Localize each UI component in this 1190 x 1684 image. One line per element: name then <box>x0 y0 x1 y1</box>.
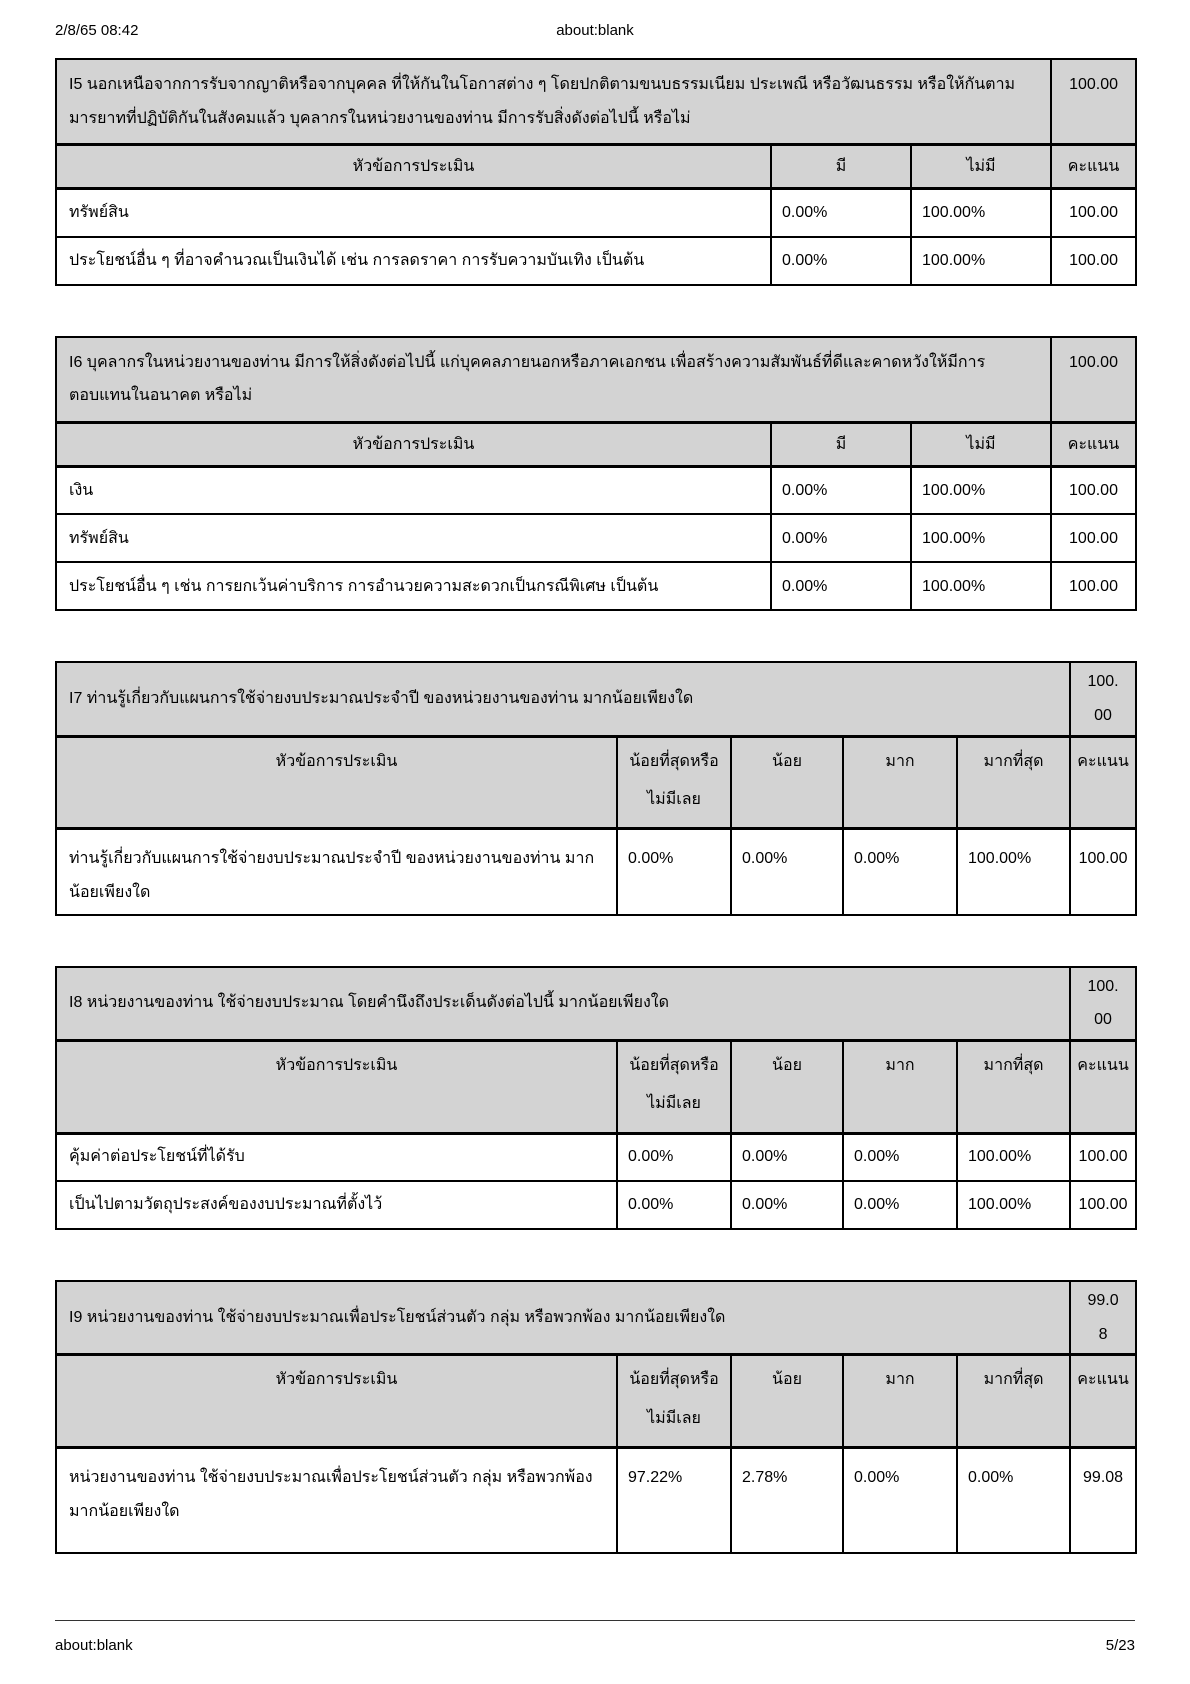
table-row <box>56 514 1136 562</box>
row-value: 0.00% <box>731 829 843 915</box>
row-value: 0.00% <box>617 1133 731 1181</box>
column-header-row <box>56 145 1136 189</box>
row-value: 0.00% <box>617 1181 731 1229</box>
question-score: 100.00 <box>1070 967 1136 1041</box>
column-header-row <box>56 1040 1136 1133</box>
row-value: 100.00% <box>911 189 1051 237</box>
row-topic: คุ้มค่าต่อประโยชน์ที่ได้รับ <box>56 1133 617 1181</box>
table-row <box>56 1181 1136 1229</box>
row-score: 100.00 <box>1070 829 1136 915</box>
question-score: 100.00 <box>1051 59 1136 145</box>
column-header-row <box>56 736 1136 829</box>
row-topic: หน่วยงานของท่าน ใช้จ่ายงบประมาณเพื่อประโยชน์ส่วนตัว กลุ่ม หรือพวกพ้อง มากน้อยเพียงใด <box>56 1447 617 1553</box>
column-header-topic: หัวข้อการประเมิน <box>56 1355 617 1448</box>
table-row <box>56 1133 1136 1181</box>
assessment-table-i6 <box>55 336 1137 612</box>
row-value: 0.00% <box>731 1181 843 1229</box>
row-value: 100.00% <box>911 562 1051 610</box>
table-row <box>56 1447 1136 1553</box>
footer-page-number: 5/23 <box>1105 1637 1135 1654</box>
table-row <box>56 189 1136 237</box>
header-title: about:blank <box>556 22 634 39</box>
column-header-option-line2: ไม่มีเลย <box>647 790 701 808</box>
row-value: 0.00% <box>617 829 731 915</box>
page-footer <box>55 1620 1135 1654</box>
column-header-option: มาก <box>843 736 957 829</box>
question-row <box>56 1281 1136 1355</box>
assessment-table-i7 <box>55 661 1137 915</box>
column-header-topic: หัวข้อการประเมิน <box>56 145 771 189</box>
column-header-option <box>617 736 731 829</box>
row-score: 100.00 <box>1051 562 1136 610</box>
column-header-option: มาก <box>843 1355 957 1448</box>
column-header-option-line2: ไม่มีเลย <box>647 1095 701 1113</box>
table-row <box>56 466 1136 514</box>
row-value: 2.78% <box>731 1447 843 1553</box>
row-value: 0.00% <box>731 1133 843 1181</box>
row-value: 100.00% <box>957 829 1070 915</box>
row-topic: ทรัพย์สิน <box>56 189 771 237</box>
column-header-score: คะแนน <box>1070 1040 1136 1133</box>
column-header-option-line2: ไม่มีเลย <box>647 1409 701 1427</box>
row-value: 0.00% <box>843 1181 957 1229</box>
question-row <box>56 59 1136 145</box>
row-topic: เงิน <box>56 466 771 514</box>
question-row <box>56 662 1136 736</box>
column-header-score: คะแนน <box>1051 422 1136 466</box>
row-score: 100.00 <box>1051 189 1136 237</box>
question-text: I6 บุคลากรในหน่วยงานของท่าน มีการให้สิ่งดังต่อไปนี้ แก่บุคคลภายนอกหรือภาคเอกชน เพื่อสร้างความสัมพันธ์ที่ดีและคาดหวังให้มีการตอบแทนในอนาคต หรือไม่ <box>56 337 1051 423</box>
row-value: 0.00% <box>771 237 911 285</box>
column-header-topic: หัวข้อการประเมิน <box>56 1040 617 1133</box>
question-row <box>56 337 1136 423</box>
page-header <box>55 22 1135 44</box>
row-score: 100.00 <box>1051 237 1136 285</box>
column-header-option: มาก <box>843 1040 957 1133</box>
column-header-option: มี <box>771 422 911 466</box>
row-topic: เป็นไปตามวัตถุประสงค์ของงบประมาณที่ตั้งไว้ <box>56 1181 617 1229</box>
column-header-option: ไม่มี <box>911 145 1051 189</box>
column-header-option: น้อย <box>731 1040 843 1133</box>
row-value: 0.00% <box>771 466 911 514</box>
row-value: 100.00% <box>911 466 1051 514</box>
column-header-option: มากที่สุด <box>957 1040 1070 1133</box>
column-header-option-line1: น้อยที่สุดหรือ <box>629 1056 719 1074</box>
table-row <box>56 237 1136 285</box>
assessment-table-i8 <box>55 966 1137 1230</box>
question-text: I5 นอกเหนือจากการรับจากญาติหรือจากบุคคล ที่ให้กันในโอกาสต่าง ๆ โดยปกติตามขนบธรรมเนียม ประเพณี หรือวัฒนธรรม หรือให้กันตามมารยาทที่ปฏิบัติกันในสังคมแล้ว บุคลากรในหน่วยงานของท่าน มีการรับสิ่งดังต่อไปนี้ หรือไม่ <box>56 59 1051 145</box>
column-header-option-line1: น้อยที่สุดหรือ <box>629 752 719 770</box>
column-header-row <box>56 422 1136 466</box>
column-header-topic: หัวข้อการประเมิน <box>56 422 771 466</box>
row-topic: ทรัพย์สิน <box>56 514 771 562</box>
row-value: 97.22% <box>617 1447 731 1553</box>
row-value: 100.00% <box>957 1133 1070 1181</box>
column-header-score: คะแนน <box>1051 145 1136 189</box>
row-score: 100.00 <box>1070 1181 1136 1229</box>
question-text: I8 หน่วยงานของท่าน ใช้จ่ายงบประมาณ โดยคำนึงถึงประเด็นดังต่อไปนี้ มากน้อยเพียงใด <box>56 967 1070 1041</box>
row-value: 100.00% <box>911 237 1051 285</box>
column-header-option: มากที่สุด <box>957 1355 1070 1448</box>
row-value: 0.00% <box>771 562 911 610</box>
row-value: 100.00% <box>911 514 1051 562</box>
column-header-option-line1: น้อยที่สุดหรือ <box>629 1371 719 1389</box>
column-header-score: คะแนน <box>1070 1355 1136 1448</box>
table-row <box>56 829 1136 915</box>
row-value: 0.00% <box>843 1447 957 1553</box>
column-header-option: น้อย <box>731 736 843 829</box>
column-header-row <box>56 1355 1136 1448</box>
row-topic: ประโยชน์อื่น ๆ ที่อาจคำนวณเป็นเงินได้ เช่น การลดราคา การรับความบันเทิง เป็นต้น <box>56 237 771 285</box>
column-header-option: มากที่สุด <box>957 736 1070 829</box>
question-text: I7 ท่านรู้เกี่ยวกับแผนการใช้จ่ายงบประมาณประจำปี ของหน่วยงานของท่าน มากน้อยเพียงใด <box>56 662 1070 736</box>
column-header-option <box>617 1355 731 1448</box>
column-header-option <box>617 1040 731 1133</box>
column-header-option: มี <box>771 145 911 189</box>
row-topic: ท่านรู้เกี่ยวกับแผนการใช้จ่ายงบประมาณประจำปี ของหน่วยงานของท่าน มากน้อยเพียงใด <box>56 829 617 915</box>
footer-source: about:blank <box>55 1637 133 1654</box>
table-row <box>56 562 1136 610</box>
question-score: 100.00 <box>1070 662 1136 736</box>
row-value: 0.00% <box>957 1447 1070 1553</box>
column-header-option: น้อย <box>731 1355 843 1448</box>
row-topic: ประโยชน์อื่น ๆ เช่น การยกเว้นค่าบริการ การอำนวยความสะดวกเป็นกรณีพิเศษ เป็นต้น <box>56 562 771 610</box>
row-score: 99.08 <box>1070 1447 1136 1553</box>
question-row <box>56 967 1136 1041</box>
row-score: 100.00 <box>1070 1133 1136 1181</box>
header-datetime: 2/8/65 08:42 <box>55 22 139 39</box>
assessment-table-i5 <box>55 58 1137 286</box>
question-text: I9 หน่วยงานของท่าน ใช้จ่ายงบประมาณเพื่อประโยชน์ส่วนตัว กลุ่ม หรือพวกพ้อง มากน้อยเพียงใด <box>56 1281 1070 1355</box>
row-value: 0.00% <box>843 829 957 915</box>
row-value: 100.00% <box>957 1181 1070 1229</box>
row-score: 100.00 <box>1051 514 1136 562</box>
question-score: 99.08 <box>1070 1281 1136 1355</box>
row-value: 0.00% <box>771 514 911 562</box>
column-header-score: คะแนน <box>1070 736 1136 829</box>
question-score: 100.00 <box>1051 337 1136 423</box>
assessment-table-i9 <box>55 1280 1137 1554</box>
row-score: 100.00 <box>1051 466 1136 514</box>
row-value: 0.00% <box>843 1133 957 1181</box>
column-header-topic: หัวข้อการประเมิน <box>56 736 617 829</box>
column-header-option: ไม่มี <box>911 422 1051 466</box>
row-value: 0.00% <box>771 189 911 237</box>
